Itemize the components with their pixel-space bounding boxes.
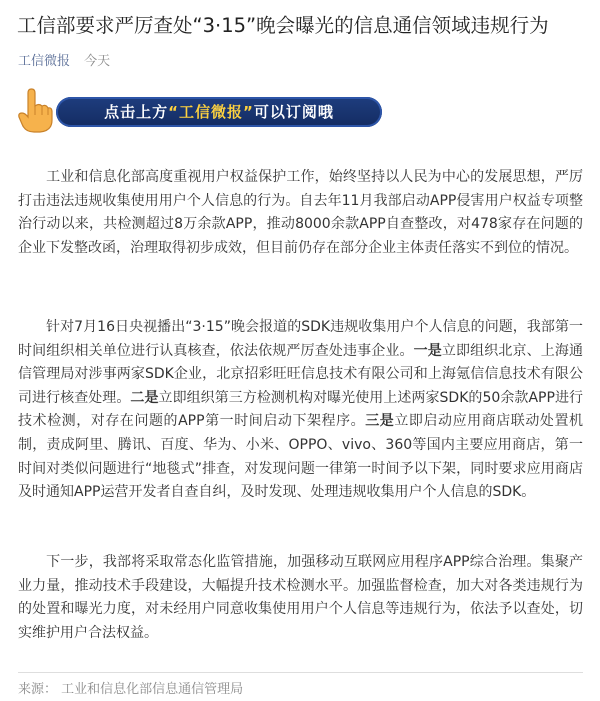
publish-date: 今天 <box>84 54 111 69</box>
account-name-link[interactable]: 工信微报 <box>18 54 71 69</box>
paragraph-2-text-a: 针对7月16日央视播出“3·15”晚会报道的SDK违规收集用户个人信息的问题，我部第一时间组织相关单位进行认真核查，依法依规严厉查处违事企业。 <box>18 319 583 359</box>
paragraph-2-text-c: 立即组织第三方检测机构对曝光使用上述两家SDK的50余款APP进行技术检测，对存在问题的APP第一时间启动下架程序。 <box>18 389 584 430</box>
subscribe-banner[interactable] <box>16 88 384 134</box>
paragraph-2-text-d: 立即启动应用商店联动处置机制，责成阿里、腾讯、百度、华为、小米、OPPO、vivo、360等国内主要应用商店，第一时间对类似问题进行“地毯式”排查，对发现问题一律第一时间予以下架，同时要求应用商店及时通知APP运营开发者自查自纠，及时发现、处理违规收集用户个人信息的SDK。 <box>18 413 584 501</box>
paragraph-2-bold-2: 二是 <box>130 389 159 406</box>
source-note: 来源： 工业和信息化部信息通信管理局 <box>18 682 244 697</box>
article-meta <box>18 50 110 69</box>
banner-text-before: 点击上方 <box>104 103 169 121</box>
paragraph-1 <box>18 166 583 260</box>
banner-text-after: 可以订阅哦 <box>253 103 334 121</box>
paragraph-1-text: 工业和信息化部高度重视用户权益保护工作，始终坚持以人民为中心的发展思想，严厉打击违法违规收集使用用户个人信息的行为。自去年11月我部启动APP侵害用户权益专项整治行动以来，共检测超过8万余款APP，推动8000余款APP自查整改，对478家存在问题的企业下发整改函，治理取得初步成效，但目前仍存在部分企业主体责任落实不到位的情况。 <box>18 169 583 256</box>
pointing-hand-icon <box>16 88 54 134</box>
paragraph-2 <box>18 316 583 505</box>
paragraph-2-bold-1: 一是 <box>413 342 442 359</box>
paragraph-2-text-b: 立即组织北京、上海通信管理局对涉事两家SDK企业，北京招彩旺旺信息技术有限公司和上海氪信信息技术有限公司进行核查处理。 <box>18 342 584 406</box>
article-title: 工信部要求严厉查处“3·15”晚会曝光的信息通信领域违规行为 <box>17 14 549 37</box>
divider <box>18 672 583 673</box>
paragraph-3 <box>18 551 583 645</box>
paragraph-2-bold-3: 三是 <box>365 413 395 430</box>
banner-highlight: “工信微报” <box>168 103 254 121</box>
subscribe-text <box>56 97 382 127</box>
paragraph-3-text: 下一步，我部将采取常态化监管措施，加强移动互联网应用程序APP综合治理。集聚产业力量，推动技术手段建设，大幅提升技术检测水平。加强监督检查，加大对各类违规行为的处置和曝光力度，对未经用户同意收集使用用户个人信息等违规行为，依法予以查处，切实维护用户合法权益。 <box>18 554 583 641</box>
